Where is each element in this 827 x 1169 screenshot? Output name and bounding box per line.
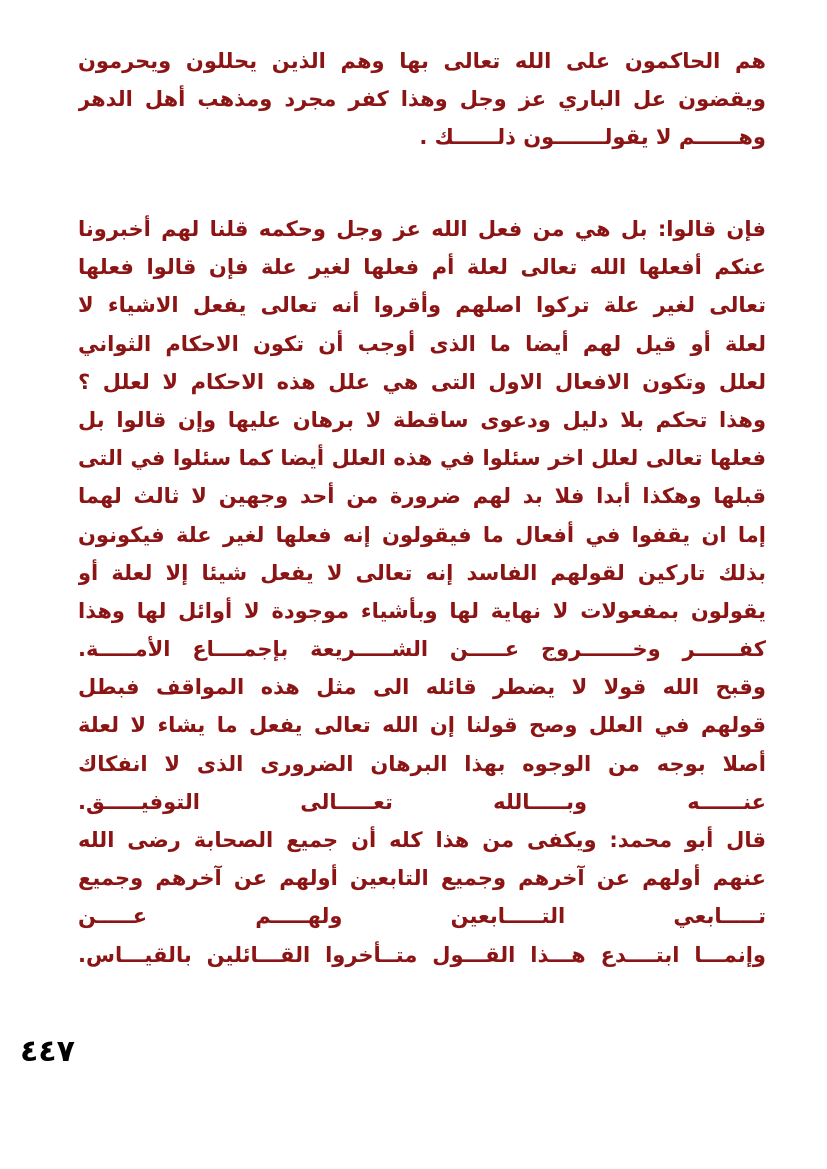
text-line: كفــــــر وخـــــــروج عـــــن الشـــــريعة بإجمــــاع الأمـــــة.: [78, 637, 766, 662]
text-line: عنكم أفعلها الله تعالى لعلة أم فعلها لغير علة فإن قالوا فعلها: [78, 255, 766, 280]
text-line: وهــــــم لا يقولـــــــون ذلــــــك .: [419, 125, 766, 150]
text-line: هم الحاكمون على الله تعالى بها وهم الذين يحللون ويحرمون: [78, 49, 766, 73]
page-number: ٤٤٧: [20, 1034, 75, 1069]
text-line: تعالى لغير علة تركوا اصلهم وأقروا أنه تعالى يفعل الاشياء لا: [78, 293, 766, 318]
text-line: لعلل وتكون الافعال الاول التى هي علل هذه الاحكام لا لعلل ؟: [78, 369, 766, 394]
text-line: وهذا تحكم بلا دليل ودعوى ساقطة لا برهان عليها وإن قالوا بل: [78, 407, 766, 432]
text-line: بذلك تاركين لقولهم الفاسد إنه تعالى لا يفعل شيئا إلا لعلة أو: [78, 560, 766, 585]
paragraph-1: [78, 42, 766, 157]
text-line: فعلها تعالى لعلل اخر سئلوا في هذه العلل أيضا كما سئلوا في التى: [78, 446, 766, 471]
paragraph-2: [78, 210, 766, 974]
text-line: أصلا بوجه من الوجوه بهذا البرهان الضرورى الذى لا انفكاك: [78, 751, 766, 776]
text-line: وإنمـــا ابتــــدع هـــذا القـــول متــأخروا القـــائلين بالقيـــاس.: [78, 942, 766, 967]
text-line: ويقضون عل الباري عز وجل وهذا كفر مجرد ومذهب أهل الدهر: [78, 87, 766, 112]
text-line: عنهم أولهم عن آخرهم وجميع التابعين أولهم عن آخرهم وجميع: [78, 866, 766, 891]
text-line: لعلة أو قيل لهم أيضا ما الذى أوجب أن تكون الاحكام الثواني: [78, 331, 766, 356]
text-line: وقبح الله قولا لا يضطر قائله الى مثل هذه المواقف فبطل: [78, 675, 766, 700]
text-line: تـــــابعي التـــــابعين ولهـــــم عـــــن: [78, 904, 766, 929]
text-line: إما ان يقفوا في أفعال ما فيقولون إنه فعلها لغير علة فيكونون: [78, 522, 766, 547]
text-line: عنــــــه وبـــــالله تعـــــالى التوفيـــــق.: [78, 789, 766, 814]
text-line: قولهم في العلل وصح قولنا إن الله تعالى يفعل ما يشاء لا لعلة: [78, 713, 766, 738]
text-line: قبلها وهكذا أبدا فلا بد لهم ضرورة من أحد وجهين لا ثالث لهما: [78, 484, 766, 509]
text-line: قال أبو محمد: ويكفى من هذا كله أن جميع الصحابة رضى الله: [78, 828, 766, 852]
text-line: فإن قالوا: بل هي من فعل الله عز وجل وحكمه قلنا لهم أخبرونا: [78, 217, 766, 241]
text-line: يقولون بمفعولات لا نهاية لها وبأشياء موجودة لا أوائل لها وهذا: [78, 598, 766, 623]
